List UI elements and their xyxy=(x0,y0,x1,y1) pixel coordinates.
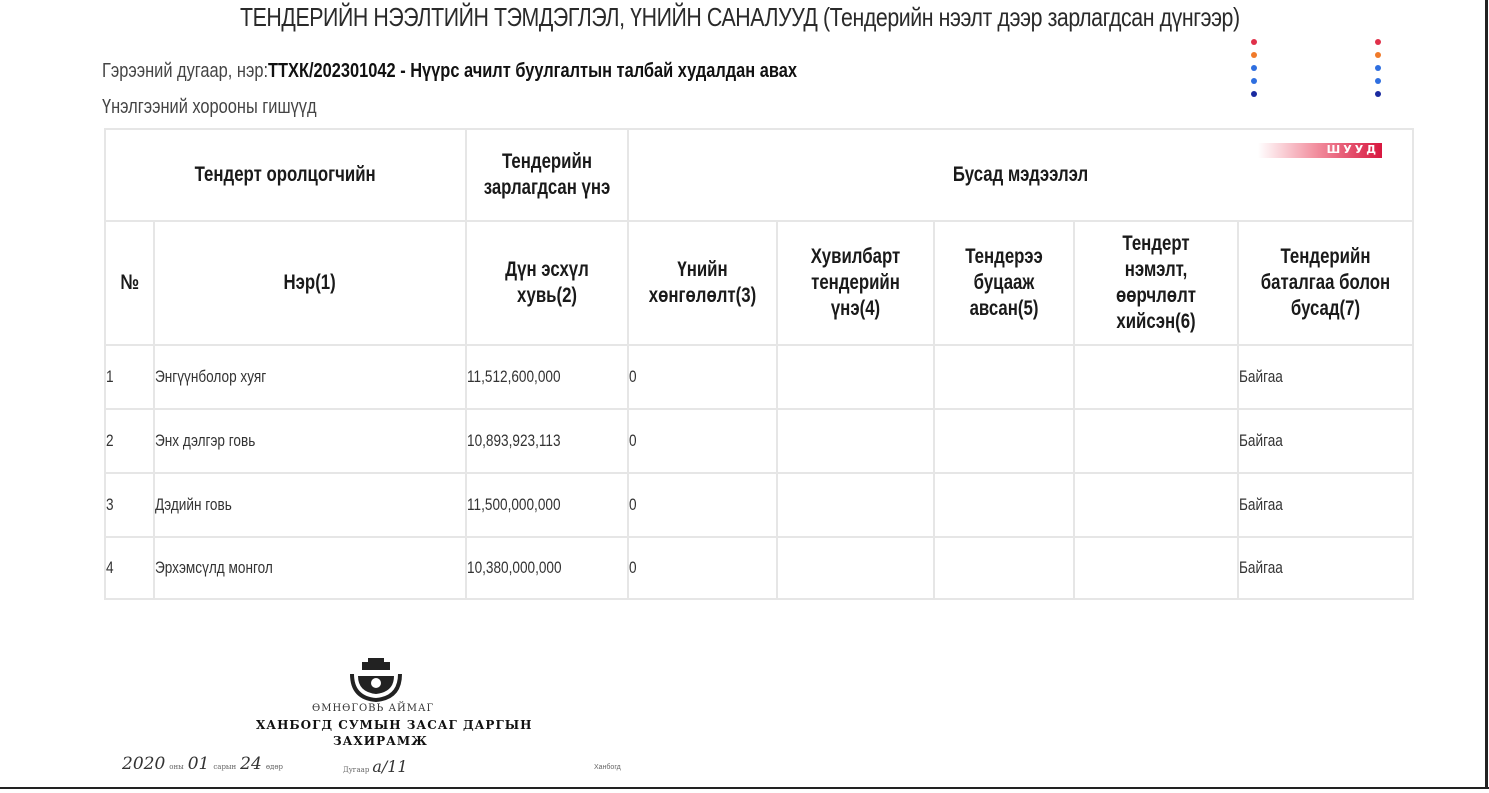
contract-line xyxy=(102,60,797,83)
column-header-modified: Тендерт нэмэлт, өөрчлөлт хийсэн(6) xyxy=(1074,221,1238,345)
document-title: ТЕНДЕРИЙН НЭЭЛТИЙН ТЭМДЭГЛЭЛ, ҮНИЙН САНАЛУУД (Тендерийн нээлт дээр зарлагдсан дүнгээр) xyxy=(240,2,1240,32)
date-day: 24 xyxy=(240,754,262,774)
date-month-label: сарын xyxy=(213,763,237,771)
date-month: 01 xyxy=(187,754,210,774)
cell-withdrawn xyxy=(934,537,1074,599)
seal-line-decree: ЗАХИРАМЖ xyxy=(333,734,428,748)
logo-dot xyxy=(1251,52,1257,58)
cell-amount: 10,380,000,000 xyxy=(466,537,628,599)
cell-withdrawn xyxy=(934,473,1074,537)
cell-name: Дэдийн говь xyxy=(154,473,466,537)
table-row xyxy=(105,537,1413,599)
decree-number xyxy=(343,757,408,776)
cell-modified xyxy=(1074,473,1238,537)
column-header-no: № xyxy=(105,221,154,345)
cell-no: 1 xyxy=(105,345,154,409)
cell-discount: 0 xyxy=(628,409,777,473)
column-header-name: Нэр(1) xyxy=(154,221,466,345)
logo-dot xyxy=(1375,39,1381,45)
cell-name: Энгүүнболор хуяг xyxy=(154,345,466,409)
cell-guarantee: Байгаа xyxy=(1238,409,1413,473)
cell-guarantee: Байгаа xyxy=(1238,537,1413,599)
cell-alternative xyxy=(777,345,934,409)
date-year-label: оны xyxy=(169,763,184,771)
cell-modified xyxy=(1074,409,1238,473)
logo-dots-right xyxy=(1375,39,1383,104)
column-header-withdrawn: Тендерээ буцааж авсан(5) xyxy=(934,221,1074,345)
header-participant: Тендерт оролцогчийн xyxy=(105,129,466,221)
table-row xyxy=(105,473,1413,537)
date-day-label: өдөр xyxy=(265,763,284,771)
cell-guarantee: Байгаа xyxy=(1238,473,1413,537)
cell-withdrawn xyxy=(934,409,1074,473)
bids-table xyxy=(104,128,1414,600)
cell-alternative xyxy=(777,537,934,599)
decree-number-label: Дугаар xyxy=(343,766,370,774)
logo-dot xyxy=(1251,78,1257,84)
header-announced-price: Тендерийн зарлагдсан үнэ xyxy=(466,129,628,221)
cell-modified xyxy=(1074,345,1238,409)
decree-number-value: а/11 xyxy=(372,757,408,776)
cell-guarantee: Байгаа xyxy=(1238,345,1413,409)
logo-dot xyxy=(1251,91,1257,97)
logo-dot xyxy=(1251,39,1257,45)
cell-name: Эрхэмсүлд монгол xyxy=(154,537,466,599)
cell-discount: 0 xyxy=(628,345,777,409)
cell-withdrawn xyxy=(934,345,1074,409)
header-other-info: Бусад мэдээлэл xyxy=(628,129,1413,221)
logo-dots-left xyxy=(1251,39,1259,104)
cell-name: Энх дэлгэр говь xyxy=(154,409,466,473)
cell-discount: 0 xyxy=(628,473,777,537)
logo-dot xyxy=(1375,52,1381,58)
column-header-guarantee: Тендерийн баталгаа болон бусад(7) xyxy=(1238,221,1413,345)
cell-alternative xyxy=(777,409,934,473)
logo-dot xyxy=(1375,91,1381,97)
table-column-header-row xyxy=(105,221,1413,345)
cell-amount: 11,500,000,000 xyxy=(466,473,628,537)
committee-label: Үнэлгээний хорооны гишүүд xyxy=(102,96,317,118)
contract-value: ТТХК/202301042 - Нүүрс ачилт буулгалтын талбай худалдан авах xyxy=(268,60,798,82)
decree-date xyxy=(122,754,287,774)
cell-discount: 0 xyxy=(628,537,777,599)
cell-no: 4 xyxy=(105,537,154,599)
cell-no: 3 xyxy=(105,473,154,537)
seal-line-office: ХАНБОГД СУМЫН ЗАСАГ ДАРГЫН xyxy=(256,718,533,732)
bottom-border-line xyxy=(0,787,1489,789)
logo-dot xyxy=(1251,65,1257,71)
cell-amount: 10,893,923,113 xyxy=(466,409,628,473)
table-group-header-row xyxy=(105,129,1413,221)
seal-line-province: ӨМНӨГОВЬ АЙМАГ xyxy=(312,703,435,714)
column-header-alternative: Хувилбарт тендерийн үнэ(4) xyxy=(777,221,934,345)
logo-dot xyxy=(1375,65,1381,71)
logo-text: ШУУД xyxy=(1326,143,1379,156)
cell-alternative xyxy=(777,473,934,537)
column-header-discount: Үнийн хөнгөлөлт(3) xyxy=(628,221,777,345)
column-header-amount: Дүн эсхүл хувь(2) xyxy=(466,221,628,345)
cell-no: 2 xyxy=(105,409,154,473)
table-row xyxy=(105,345,1413,409)
logo-dot xyxy=(1375,78,1381,84)
decree-place: Ханбогд xyxy=(594,764,621,771)
cell-modified xyxy=(1074,537,1238,599)
right-border-line xyxy=(1485,0,1488,789)
emblem-icon xyxy=(348,656,404,702)
contract-label: Гэрээний дугаар, нэр: xyxy=(102,60,269,82)
cell-amount: 11,512,600,000 xyxy=(466,345,628,409)
table-row xyxy=(105,409,1413,473)
date-year: 2020 xyxy=(122,754,166,774)
